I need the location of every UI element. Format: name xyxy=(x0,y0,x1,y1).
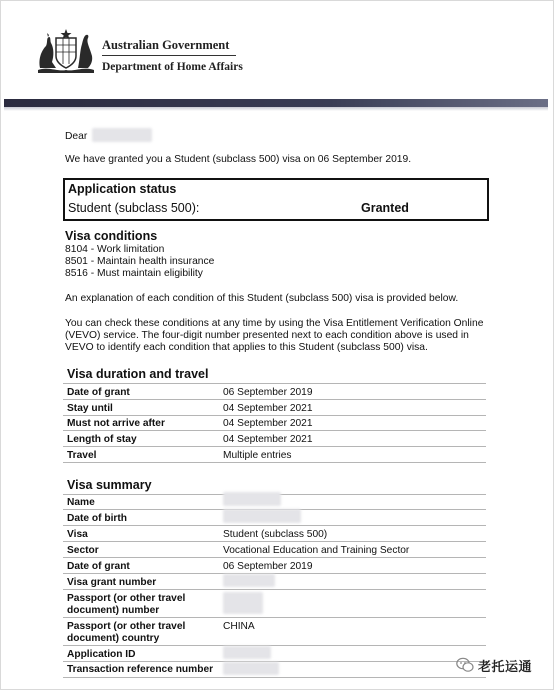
redacted-application-id xyxy=(223,646,271,659)
table-divider xyxy=(63,677,486,678)
watermark-text: 老托运通 xyxy=(478,658,533,674)
table-divider xyxy=(63,645,486,646)
summary-row-label: Sector xyxy=(67,545,99,556)
duration-row-label: Travel xyxy=(67,450,97,461)
summary-row-label: Application ID xyxy=(67,649,136,660)
salutation: Dear xyxy=(65,131,88,142)
duration-row-value: Multiple entries xyxy=(223,450,292,461)
conditions-explanation: An explanation of each condition of this Student (subclass 500) visa is provided below. xyxy=(65,293,459,304)
letterhead xyxy=(0,0,554,100)
visa-conditions-heading: Visa conditions xyxy=(65,229,158,243)
grant-intro: We have granted you a Student (subclass 500) visa on 06 September 2019. xyxy=(65,154,412,165)
table-divider xyxy=(63,617,486,618)
chat-bubble-icon xyxy=(456,657,474,673)
duration-row-label: Stay until xyxy=(67,403,113,414)
redacted-transaction-reference xyxy=(223,662,279,675)
summary-row-label: Visa grant number xyxy=(67,577,157,588)
summary-row-label: Passport (or other travel xyxy=(67,621,186,632)
duration-row-value: 06 September 2019 xyxy=(223,387,313,398)
condition-item: 8516 - Must maintain eligibility xyxy=(65,268,203,279)
table-divider xyxy=(63,462,486,463)
summary-row-value: Vocational Education and Training Sector xyxy=(223,545,410,556)
letterhead-divider xyxy=(102,55,236,56)
table-divider xyxy=(63,525,486,526)
table-divider xyxy=(63,557,486,558)
coat-of-arms-icon xyxy=(34,28,98,74)
summary-row-value: 06 September 2019 xyxy=(223,561,313,572)
summary-row-label: Transaction reference number xyxy=(67,664,214,675)
header-bar xyxy=(4,99,548,107)
summary-row-label: Passport (or other travel xyxy=(67,593,186,604)
summary-row-label: Name xyxy=(67,497,95,508)
duration-row-label: Must not arrive after xyxy=(67,418,165,429)
visa-duration-heading: Visa duration and travel xyxy=(67,367,209,381)
condition-item: 8104 - Work limitation xyxy=(65,244,165,255)
redacted-visa-grant-number xyxy=(223,574,275,587)
department-name: Department of Home Affairs xyxy=(102,61,243,73)
application-status-box xyxy=(63,178,489,221)
status-value: Granted xyxy=(361,201,409,215)
table-divider xyxy=(63,399,486,400)
vevo-paragraph-line: You can check these conditions at any time by using the Visa Entitlement Verification Online xyxy=(65,318,484,329)
status-label: Student (subclass 500): xyxy=(68,201,200,215)
table-divider xyxy=(63,446,486,447)
duration-row-value: 04 September 2021 xyxy=(223,434,313,445)
vevo-paragraph-line: (VEVO) service. The four-digit number presented next to each condition above is used in xyxy=(65,330,469,341)
redacted-recipient-name xyxy=(92,128,152,142)
summary-row-label: Date of grant xyxy=(67,561,130,572)
summary-row-value: Student (subclass 500) xyxy=(223,529,328,540)
table-divider xyxy=(63,541,486,542)
table-divider xyxy=(63,589,486,590)
duration-row-label: Length of stay xyxy=(67,434,137,445)
redacted-date-of-birth xyxy=(223,509,301,523)
summary-row-label: document) country xyxy=(67,633,160,644)
table-divider xyxy=(63,415,486,416)
duration-row-label: Date of grant xyxy=(67,387,130,398)
vevo-paragraph-line: VEVO to identify each condition that applies to this Student (subclass 500) visa. xyxy=(65,342,428,353)
status-title: Application status xyxy=(68,182,177,196)
redacted-passport-number xyxy=(223,592,263,614)
condition-item: 8501 - Maintain health insurance xyxy=(65,256,215,267)
visa-summary-heading: Visa summary xyxy=(67,478,152,492)
redacted-name xyxy=(223,492,281,506)
summary-row-label: Date of birth xyxy=(67,513,127,524)
watermark xyxy=(456,654,552,676)
summary-row-label: Visa xyxy=(67,529,88,540)
table-divider xyxy=(63,430,486,431)
duration-row-value: 04 September 2021 xyxy=(223,403,313,414)
table-divider xyxy=(63,383,486,384)
summary-row-value: CHINA xyxy=(223,621,255,632)
duration-row-value: 04 September 2021 xyxy=(223,418,313,429)
government-name: Australian Government xyxy=(102,38,230,52)
header-bar-shadow xyxy=(4,107,548,111)
summary-row-label: document) number xyxy=(67,605,160,616)
